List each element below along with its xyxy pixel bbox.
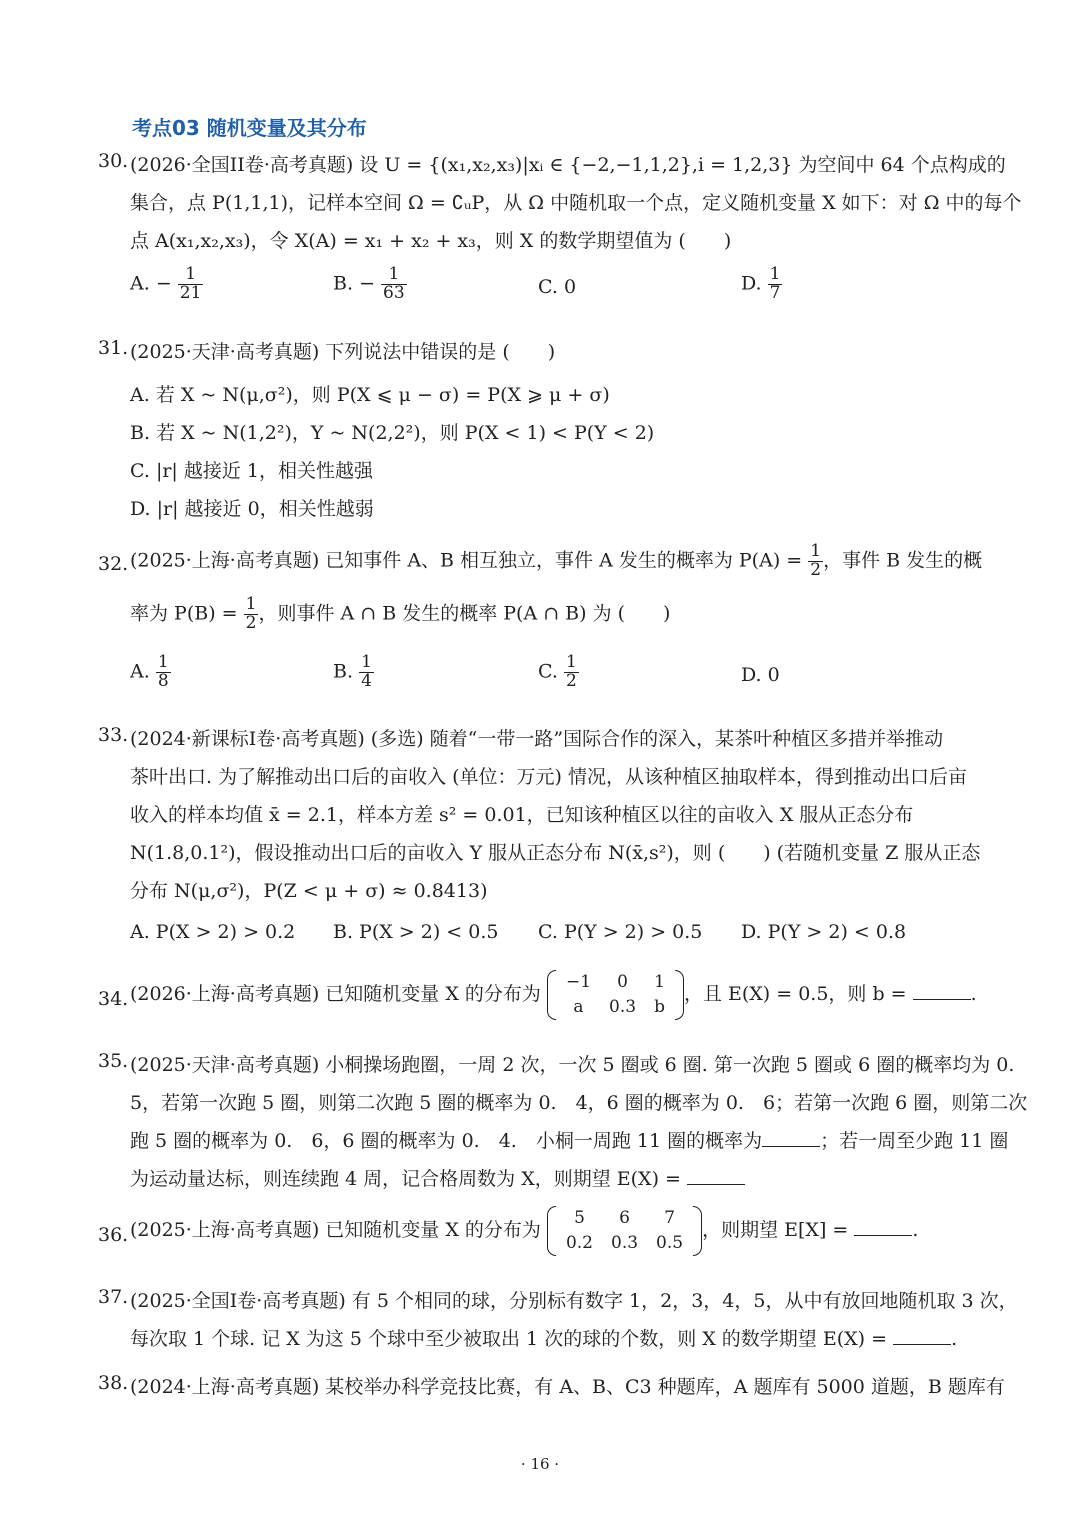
question-text: N(1.8,0.1²)，假设推动出口后的亩收入 Y 服从正态分布 N(x̄,s²)，则 ( ) (若随机变量 Z 服从正态: [130, 842, 981, 864]
question-text: 收入的样本均值 x̄ = 2.1，样本方差 s² = 0.01，已知该种植区以往的亩收入 X 服从正态分布: [130, 804, 914, 826]
answer-blank: [687, 1166, 745, 1185]
fraction: $\frac{1}{2}$: [245, 594, 257, 633]
fraction: $\frac{1}{2}$: [565, 652, 577, 691]
question-number: 35.: [98, 1050, 129, 1072]
section-heading: 考点03 随机变量及其分布: [132, 116, 367, 140]
question-text: (2025·上海·高考真题) 已知随机变量 X 的分布为 5 6 7 0.2 0.3 0.5 ，则期望 E[X] = .: [130, 1206, 918, 1256]
answer-blank: [893, 1326, 951, 1345]
question-text: (2024·新课标I卷·高考真题) (多选) 随着“一带一路”国际合作的深入，某茶叶种植区多措并举推动: [130, 728, 944, 750]
question-text: 分布 N(μ,σ²)，P(Z < μ + σ) ≈ 0.8413): [130, 880, 488, 902]
question-number: 33.: [98, 724, 129, 746]
fraction: $\frac{1}{2}$: [810, 541, 822, 580]
question-text: (2026·全国II卷·高考真题) 设 U = {(x₁,x₂,x₃)|xᵢ ∈ {−2,−1,1,2},i = 1,2,3} 为空间中 64 个点构成的: [130, 154, 1006, 176]
question-text: 茶叶出口. 为了解推动出口后的亩收入 (单位：万元) 情况，从该种植区抽取样本，得到推动出口后亩: [130, 766, 967, 788]
option-d: D. 0: [741, 664, 780, 686]
fraction: $\frac{1}{21}$: [179, 264, 202, 303]
question-text: (2025·上海·高考真题) 已知事件 A、B 相互独立，事件 A 发生的概率为 P(A) = $\frac{1}{2}$ ，事件 B 发生的概: [130, 541, 983, 580]
answer-blank: [913, 981, 971, 1000]
question-text: 集合，点 P(1,1,1)，记样本空间 Ω = ∁ᵤP，从 Ω 中随机取一个点，定义随机变量 X 如下：对 Ω 中的每个: [130, 192, 1022, 214]
option-b: B. P(X > 2) < 0.5: [333, 921, 499, 943]
option-a: A. $\frac{1}{8}$: [130, 652, 169, 691]
option-d: D. P(Y > 2) < 0.8: [741, 921, 907, 943]
question-number: 38.: [98, 1372, 129, 1394]
question-text: 跑 5 圈的概率为 0. 6，6 圈的概率为 0. 4. 小桐一周跑 11 圈的概率为 ；若一周至少跑 11 圈: [130, 1130, 1009, 1152]
answer-blank: [854, 1217, 912, 1236]
question-text: (2026·上海·高考真题) 已知随机变量 X 的分布为 −1 0 1 a 0.3 b ，且 E(X) = 0.5，则 b = .: [130, 970, 977, 1020]
question-number: 36.: [98, 1224, 129, 1246]
question-text: (2025·天津·高考真题) 下列说法中错误的是 ( ): [130, 341, 556, 363]
question-text: (2024·上海·高考真题) 某校举办科学竞技比赛，有 A、B、C3 种题库，A 题库有 5000 道题，B 题库有: [130, 1376, 1005, 1398]
fraction: $\frac{1}{4}$: [361, 652, 372, 691]
question-number: 34.: [98, 988, 129, 1010]
question-text: 点 A(x₁,x₂,x₃)，令 X(A) = x₁ + x₂ + x₃，则 X 的数学期望值为 ( ): [130, 230, 732, 252]
option-a: A. 若 X ~ N(μ,σ²)，则 P(X ⩽ μ − σ) = P(X ⩾ μ + σ): [130, 384, 610, 406]
question-text: (2025·天津·高考真题) 小桐操场跑圈，一周 2 次，一次 5 圈或 6 圈. 第一次跑 5 圈或 6 圈的概率均为 0.: [130, 1054, 1015, 1076]
question-text: 为运动量达标，则连续跑 4 周，记合格周数为 X，则期望 E(X) =: [130, 1164, 745, 1191]
option-c: C. 0: [538, 276, 577, 298]
option-a: A. P(X > 2) > 0.2: [130, 921, 296, 943]
option-b: B. $\frac{1}{4}$: [333, 652, 372, 691]
option-a: A. − $\frac{1}{21}$: [130, 264, 202, 303]
answer-blank: [762, 1128, 820, 1147]
option-c: C. P(Y > 2) > 0.5: [538, 921, 703, 943]
option-b: B. 若 X ~ N(1,2²)，Y ~ N(2,2²)，则 P(X < 1) < P(Y < 2): [130, 422, 655, 444]
option-c: C. |r| 越接近 1，相关性越强: [130, 460, 373, 482]
fraction: $\frac{1}{8}$: [157, 652, 169, 691]
option-c: C. $\frac{1}{2}$: [538, 652, 577, 691]
question-text: 率为 P(B) = $\frac{1}{2}$ ，则事件 A ∩ B 发生的概率 P(A ∩ B) 为 ( ): [130, 594, 671, 633]
page-number: · 16 ·: [520, 1455, 560, 1473]
option-d: D. |r| 越接近 0，相关性越弱: [130, 498, 374, 520]
fraction: $\frac{1}{7}$: [769, 264, 781, 303]
distribution-table: −1 0 1 a 0.3 b: [547, 970, 684, 1020]
question-number: 31.: [98, 337, 129, 359]
fraction: $\frac{1}{63}$: [383, 264, 405, 303]
option-b: B. − $\frac{1}{63}$: [333, 264, 405, 303]
question-number: 32.: [98, 553, 129, 575]
question-text: 5，若第一次跑 5 圈，则第二次跑 5 圈的概率为 0. 4，6 圈的概率为 0. 6；若第一次跑 6 圈，则第二次: [130, 1092, 1028, 1114]
question-text: (2025·全国I卷·高考真题) 有 5 个相同的球，分别标有数字 1，2，3，4，5，从中有放回地随机取 3 次，: [130, 1290, 1018, 1312]
question-text: 每次取 1 个球. 记 X 为这 5 个球中至少被取出 1 次的球的个数，则 X 的数学期望 E(X) = .: [130, 1328, 958, 1350]
question-number: 30.: [98, 150, 129, 172]
distribution-table: 5 6 7 0.2 0.3 0.5: [547, 1206, 702, 1256]
question-number: 37.: [98, 1286, 129, 1308]
option-d: D. $\frac{1}{7}$: [741, 264, 781, 303]
